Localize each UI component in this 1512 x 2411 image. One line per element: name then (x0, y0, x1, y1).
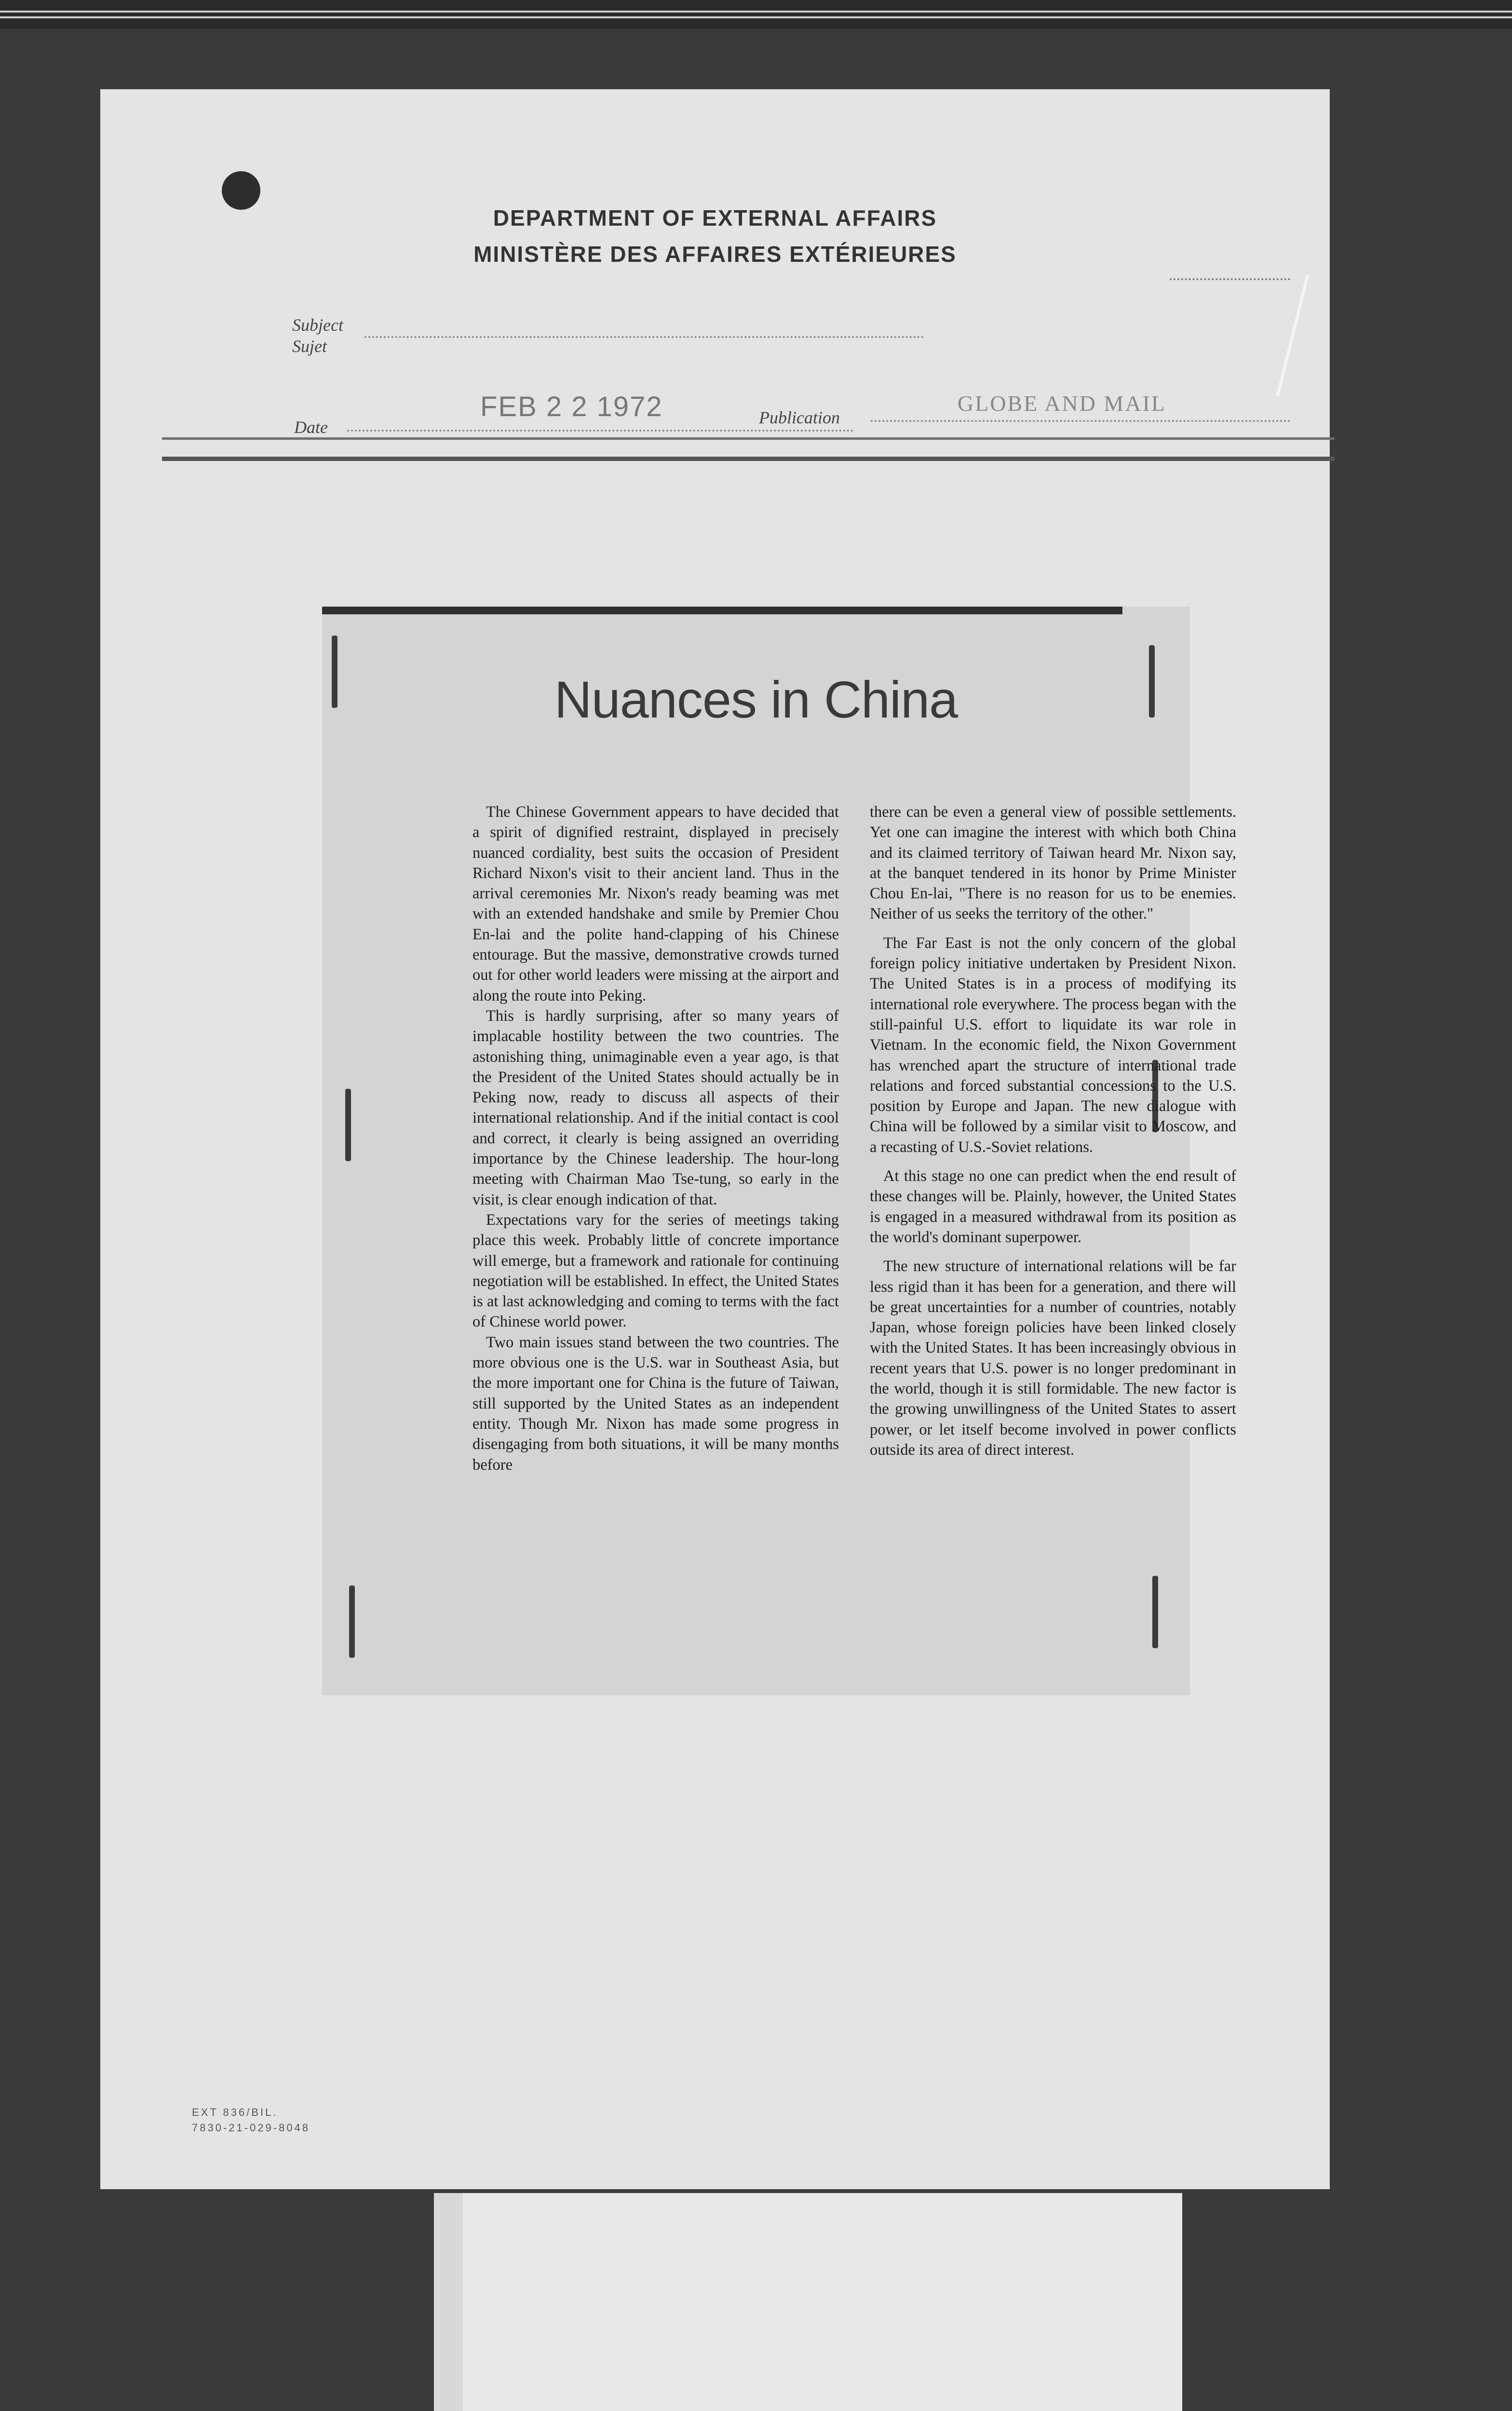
clipping-form (100, 89, 1330, 2189)
article-column-right (870, 802, 1236, 1460)
film-rule (0, 11, 1512, 13)
article-paragraph: This is hardly surprising, after so many years of implacable hostility between the two countries. The astonishing thing, unimaginable even a year ago, is that the President of the United States should actually be in Peking now, ready to discuss all aspects of their international relationship. And if the initial contact is cool and correct, it clearly is being assigned an overriding importance by the Chinese leadership. The hour-long meeting with Chairman Mao Tse-tung, so early in the visit, is clear enough indication of that. (472, 1007, 839, 1208)
paste-mark (349, 1585, 355, 1658)
publication-label: Publication (759, 408, 840, 427)
publication-value: GLOBE AND MAIL (958, 391, 1166, 416)
paste-mark (1152, 1576, 1158, 1648)
header-rule-thin (162, 437, 1335, 440)
date-dotted-line (347, 430, 853, 432)
article-paragraph: Expectations vary for the series of meetings taking place this week. Probably little of concrete importance will emerge, but a framework and rationale for continuing negotiation will be established. In effect, the United States is at last acknowledging and coming to terms with the fact of Chinese world power. (472, 1211, 839, 1331)
clipping-top-edge (322, 607, 1122, 614)
film-top-border (0, 0, 1512, 29)
punch-hole (222, 171, 260, 210)
form-number (192, 2105, 310, 2136)
form-number-line: EXT 836/BIL. (192, 2106, 278, 2118)
subject-label: Subject (292, 315, 343, 335)
header-rule-thick (162, 457, 1335, 461)
department-title-fr: MINISTÈRE DES AFFAIRES EXTÉRIEURES (473, 242, 957, 267)
publication-dotted-line (871, 420, 1290, 422)
form-number-line: 7830-21-029-8048 (192, 2122, 310, 2134)
reference-dotted-line (1170, 278, 1290, 280)
department-title-en: DEPARTMENT OF EXTERNAL AFFAIRS (493, 205, 937, 230)
article-headline: Nuances in China (554, 670, 958, 729)
article-paragraph: The new structure of international relations will be far less rigid than it has been for a generation, and there will be great uncertainties for a number of countries, notably Japan, whose foreign policies have been linked closely with the United States. It has been increasingly obvious in recent years that U.S. power is no longer predominant in the world, though it is still formidable. The new factor is the growing unwillingness of the United States to assert power, or let itself become involved in power conflicts outside its area of direct interest. (870, 1258, 1236, 1459)
strip-edge (434, 2193, 463, 2411)
film-scratch (1276, 274, 1310, 396)
article-paragraph: At this stage no one can predict when the end result of these changes will be. Plainly, however, the United States is engaged in a measured withdrawal from its position as the world's dominant superpower. (870, 1167, 1236, 1246)
film-rule (0, 16, 1512, 18)
date-label: Date (294, 418, 328, 437)
article-column-left (472, 802, 839, 1475)
date-value: FEB 2 2 1972 (480, 391, 663, 422)
paste-mark (345, 1089, 351, 1161)
newspaper-clipping (322, 607, 1236, 1695)
subject-label-fr: Sujet (292, 337, 327, 356)
article-paragraph: Two main issues stand between the two countries. The more obvious one is the U.S. war in Southeast Asia, but the more important one for China is the future of Taiwan, still supported by the United States as an independent entity. Though Mr. Nixon has made some progress in disengaging from both situations, it will be many months before (472, 1333, 839, 1474)
subject-dotted-line (364, 336, 924, 338)
next-frame-strip (434, 2193, 1182, 2411)
article-paragraph: The Far East is not the only concern of the global foreign policy initiative undertaken by President Nixon. The United States is in a process of modifying its international role everywhere. The process began with the still-painful U.S. effort to liquidate its war role in Vietnam. In the economic field, the Nixon Government has wrenched apart the structure of international trade relations and forced substantial concessions to the U.S. position by Europe and Japan. The new dialogue with China will be followed by a similar visit to Moscow, and a recasting of U.S.-Soviet relations. (870, 934, 1236, 1156)
article-paragraph: The Chinese Government appears to have decided that a spirit of dignified restraint, displayed in precisely nuanced cordiality, best suits the occasion of President Richard Nixon's visit to their ancient land. Thus in the arrival ceremonies Mr. Nixon's ready beaming was met with an extended handshake and smile by Premier Chou En-lai and the polite hand-clapping of his Chinese entourage. But the massive, demonstrative crowds turned out for other world leaders were missing at the airport and along the route into Peking. (472, 803, 839, 1004)
article-paragraph-continued: there can be even a general view of possible settlements. Yet one can imagine the interest with which both China and its claimed territory of Taiwan heard Mr. Nixon say, at the banquet tendered in its honor by Prime Minister Chou En-lai, "There is no reason for us to be enemies. Neither of us seeks the territory of the other." (870, 803, 1236, 923)
